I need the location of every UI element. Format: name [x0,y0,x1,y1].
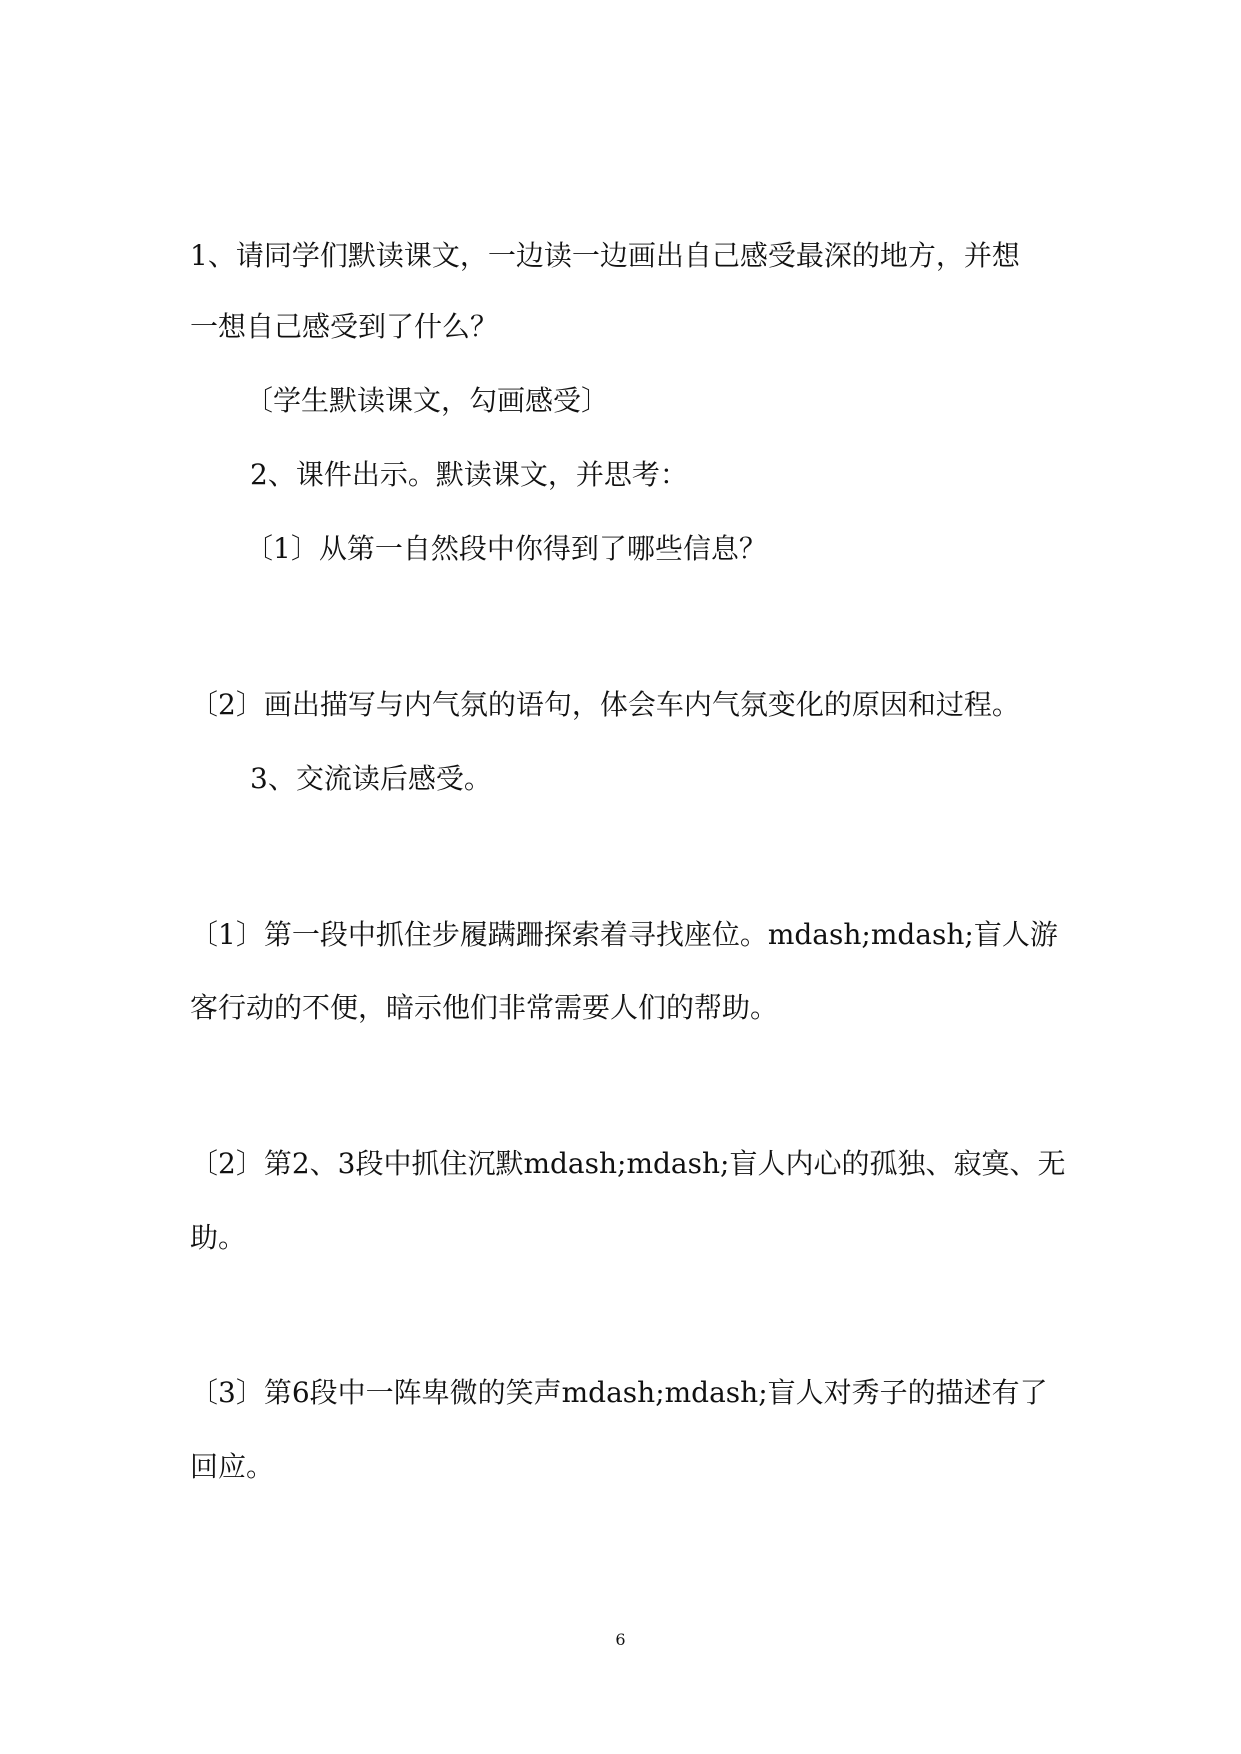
text-line-3: 〔学生默读课文，勾画感受〕 [245,384,610,417]
text-line-9: 客行动的不便，暗示他们非常需要人们的帮助。 [190,991,779,1024]
page-number: 6 [615,1630,626,1649]
text-line-5: 〔1〕从第一自然段中你得到了哪些信息？ [245,532,767,565]
text-line-11: 助。 [190,1221,247,1254]
text-line-10: 〔2〕第2、3段中抓住沉默mdash;mdash;盲人内心的孤独、寂寞、无 [190,1147,1066,1180]
text-line-7: 3、交流读后感受。 [250,762,492,795]
text-line-13: 回应。 [190,1450,275,1483]
text-line-8: 〔1〕第一段中抓住步履蹒跚探索着寻找座位。mdash;mdash;盲人游 [190,918,1058,951]
text-line-12: 〔3〕第6段中一阵卑微的笑声mdash;mdash;盲人对秀子的描述有了 [190,1376,1048,1409]
text-line-6: 〔2〕画出描写与内气氛的语句，体会车内气氛变化的原因和过程。 [190,688,1020,721]
text-line-4: 2、课件出示。默读课文，并思考： [250,458,688,491]
text-line-2: 一想自己感受到了什么？ [190,310,499,343]
text-line-1: 1、请同学们默读课文，一边读一边画出自己感受最深的地方，并想 [190,239,1020,272]
